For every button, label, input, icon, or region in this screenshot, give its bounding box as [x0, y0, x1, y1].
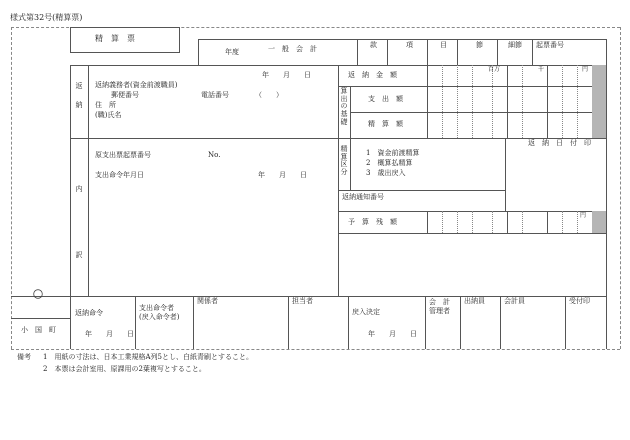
category-item: 2 概算払精算 [366, 159, 413, 167]
outer-frame-left [11, 27, 12, 349]
general-account: 一 般 会 計 [268, 45, 317, 53]
cashier-label: 出納員 [464, 297, 485, 305]
phone-label: 電話番号 [201, 91, 229, 99]
fiscal-year-label: 年度 [225, 48, 239, 56]
category-item: 1 資金前渡精算 [366, 149, 420, 157]
outer-frame-right [620, 27, 621, 349]
return-order-label: 返納命令 [75, 309, 103, 317]
budget-remaining-label: 予 算 残 額 [348, 218, 397, 226]
outer-frame-bottom [11, 349, 620, 350]
category-item: 3 歳出戻入 [366, 169, 406, 177]
phone-paren: （ ） [255, 91, 283, 99]
person-in-charge-label: 担当者 [292, 297, 313, 305]
notes-label: 備考 [17, 353, 31, 361]
unit-thousands: 千 [538, 66, 545, 73]
note-item: 1 用紙の寸法は、日本工業規格A列5とし、白紙青刷とすること。 [43, 353, 253, 361]
payment-order-date-label: 支出命令年月日 [95, 171, 144, 179]
form-number: 様式第32号(精算票) [10, 13, 83, 22]
form-title: 精 算 票 [95, 34, 135, 43]
payment-order-ymd: 年 月 日 [258, 171, 307, 179]
return-order-date: 年 月 日 [85, 330, 134, 338]
accounting-staff-label: 会計員 [504, 297, 525, 305]
yen-shaded-column [592, 65, 606, 138]
obligor-date: 年 月 日 [262, 71, 311, 79]
obligor-label: 返納義務者(資金前渡職員) [95, 81, 178, 89]
budget-header-kou: 項 [406, 41, 413, 49]
accounting-manager-label: 会 計 管理者 [429, 298, 450, 316]
unit-millions: 百万 [488, 66, 501, 73]
postal-code-label: 郵便番号 [111, 91, 139, 99]
budget-header-saisetsu: 細節 [508, 41, 522, 49]
return-section-label: 返 納 [75, 82, 83, 109]
reversal-decision-label: 戻入決定 [352, 308, 380, 316]
address-label: 住 所 [95, 101, 116, 109]
return-date-stamp-label: 返 納 日 付 印 [528, 139, 591, 147]
breakdown-section-label: 内 訳 [75, 185, 83, 260]
budget-yen-shaded [592, 211, 606, 233]
budget-header-setsu: 節 [476, 41, 483, 49]
budget-yen-unit: 円 [580, 212, 587, 219]
budget-header-moku: 目 [440, 41, 447, 49]
town-name: 小 国 町 [21, 326, 56, 334]
settlement-category-label: 精 算 区 分 [340, 145, 348, 177]
seal-icon [33, 289, 43, 299]
paid-amount-label: 支 出 額 [368, 95, 403, 103]
name-label: (職)氏名 [95, 111, 122, 119]
unit-yen: 円 [582, 66, 589, 73]
related-party-label: 関係者 [197, 297, 218, 305]
budget-header-kan: 款 [370, 41, 377, 49]
number-prefix: No. [208, 151, 221, 159]
return-notice-number-label: 返納通知番号 [342, 193, 384, 201]
receipt-stamp-label: 受付印 [569, 297, 590, 305]
return-amount-label: 返 納 金 額 [348, 71, 397, 79]
reversal-date: 年 月 日 [368, 330, 417, 338]
calc-basis-label: 算 出 の 基 礎 [340, 87, 348, 126]
payer-label: 支出命令者 (戻入命令者) [139, 304, 180, 322]
settled-amount-label: 精 算 額 [368, 120, 403, 128]
voucher-number-label: 起票番号 [536, 41, 564, 49]
note-item: 2 本票は会計室用、原課用の2葉複写とすること。 [43, 365, 206, 373]
original-voucher-label: 原支出票起票番号 [95, 151, 151, 159]
